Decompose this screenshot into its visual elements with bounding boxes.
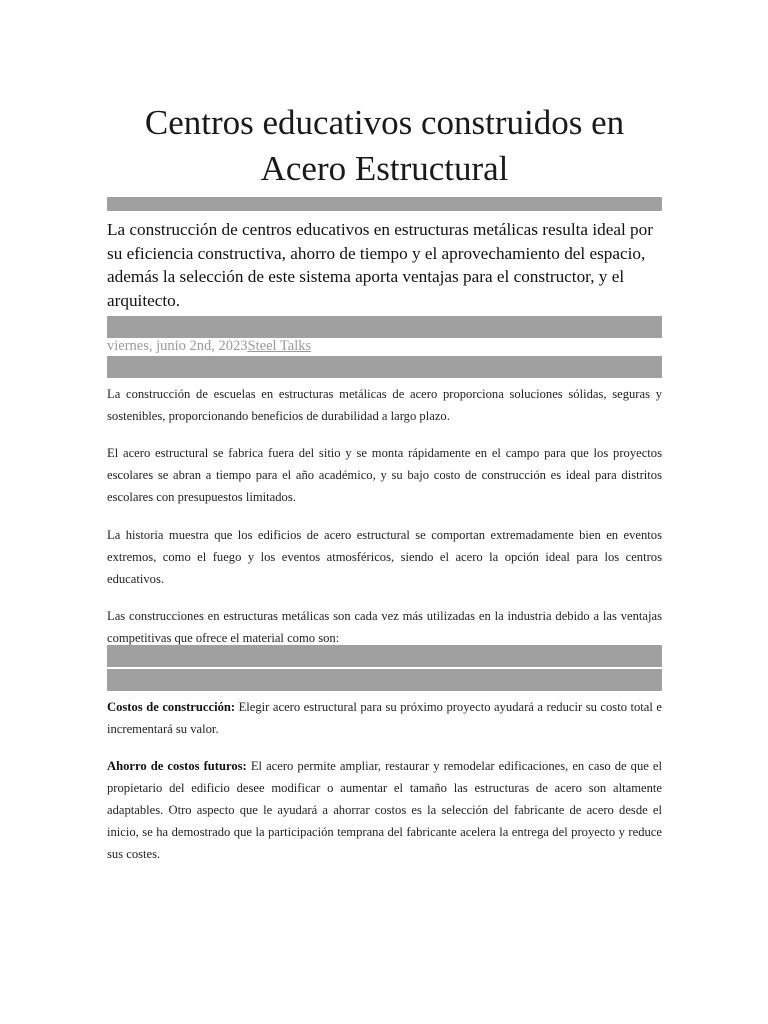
advantage-item	[107, 755, 662, 865]
page-title: Centros educativos construidos en Acero Estructural	[144, 103, 625, 188]
body-paragraph: El acero estructural se fabrica fuera del sitio y se monta rápidamente en el campo para que los proyectos escolares se abran a tiempo para el año académico, y su bajo costo de construcción es ideal para distritos escolares con presupuestos limitados.	[107, 446, 662, 504]
lead-paragraph: La construcción de centros educativos en estructuras metálicas resulta ideal por su eficiencia constructiva, ahorro de tiempo y el aprovechamiento del espacio, además la selección de este sistema aporta ventajas para el constructor, y el arquitecto.	[107, 220, 653, 310]
post-meta	[107, 338, 311, 355]
divider-bar	[107, 197, 662, 211]
post-date: viernes, junio 2nd, 2023	[107, 338, 248, 354]
divider-bar	[107, 316, 662, 338]
body-paragraph: La construcción de escuelas en estructuras metálicas de acero proporciona soluciones sólidas, seguras y sostenibles, proporcionando beneficios de durabilidad a largo plazo.	[107, 387, 662, 423]
advantage-heading: Costos de construcción:	[107, 700, 236, 714]
advantage-item	[107, 696, 662, 740]
advantage-heading: Ahorro de costos futuros:	[107, 759, 247, 773]
advantage-text: Elegir acero estructural para su próximo proyecto ayudará a reducir su costo total e incrementará su valor.	[107, 700, 663, 736]
body-paragraph: Las construcciones en estructuras metálicas son cada vez más utilizadas en la industria debido a las ventajas competitivas que ofrece el material como son:	[107, 609, 662, 645]
divider-bar	[107, 645, 662, 667]
advantage-text: El acero permite ampliar, restaurar y remodelar edificaciones, en caso de que el propietario del edificio desee modificar o aumentar el tamaño las estructuras de acero son altamente adaptables. Otro aspecto que le ayudará a ahorrar costos es la selección del fabricante de acero desde el inicio, se ha demostrado que la participación temprana del fabricante acelera la entrega del proyecto y reduce sus costes.	[107, 759, 662, 861]
author-link[interactable]: Steel Talks	[247, 338, 312, 354]
body-paragraph: La historia muestra que los edificios de acero estructural se comportan extremadamente bien en eventos extremos, como el fuego y los eventos atmosféricos, siendo el acero la opción ideal para los centros educativos.	[107, 528, 662, 586]
divider-bar	[107, 356, 662, 378]
divider-bar	[107, 669, 662, 691]
